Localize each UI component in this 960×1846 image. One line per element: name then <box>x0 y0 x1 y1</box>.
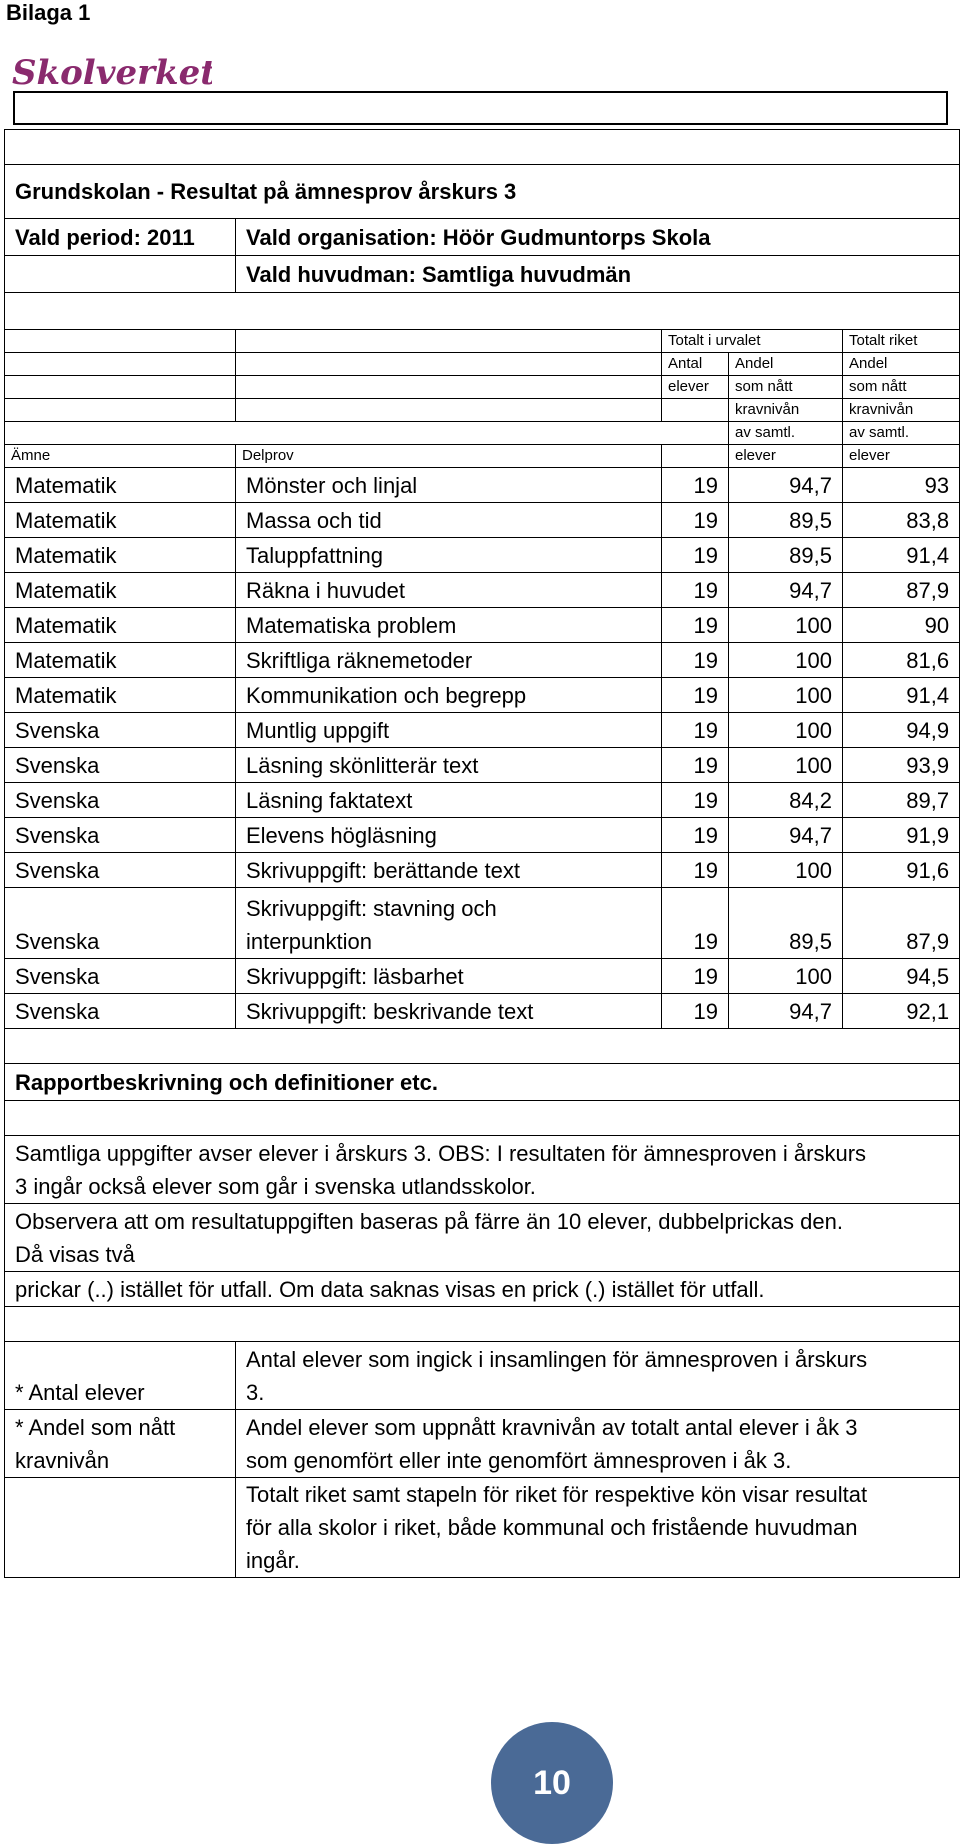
cell-andel: 94,7 <box>729 818 843 853</box>
cell-riket: 93,9 <box>843 748 960 783</box>
cell-andel: 100 <box>729 959 843 994</box>
header-av-samtl: av samtl. <box>729 422 843 445</box>
header-riket-som-natt: som nått <box>843 376 960 399</box>
header-riket-kravnivan: kravnivån <box>843 399 960 422</box>
cell-andel: 100 <box>729 713 843 748</box>
cell-delprov: Skriftliga räknemetoder <box>236 643 662 678</box>
table-row <box>5 783 960 818</box>
cell-antal: 19 <box>662 573 729 608</box>
table-row <box>5 888 960 959</box>
logo-wordmark <box>12 52 212 92</box>
cell-amne: Matematik <box>5 573 236 608</box>
table-row <box>5 959 960 994</box>
cell-amne: Svenska <box>5 994 236 1029</box>
cell-riket: 90 <box>843 608 960 643</box>
cell-antal: 19 <box>662 748 729 783</box>
cell-delprov: Skrivuppgift: läsbarhet <box>236 959 662 994</box>
cell-riket: 91,4 <box>843 538 960 573</box>
cell-delprov: Elevens högläsning <box>236 818 662 853</box>
empty-cell <box>5 256 236 293</box>
page-number-badge: 10 <box>491 1722 613 1844</box>
cell-delprov: Skrivuppgift: berättande text <box>236 853 662 888</box>
header-urval: Totalt i urvalet <box>662 330 843 353</box>
empty-cell <box>5 1478 236 1578</box>
cell-antal: 19 <box>662 643 729 678</box>
header-riket-andel: Andel <box>843 353 960 376</box>
cell-delprov: Massa och tid <box>236 503 662 538</box>
cell-amne: Matematik <box>5 503 236 538</box>
logo-frame <box>13 91 948 125</box>
cell-andel: 94,7 <box>729 573 843 608</box>
cell-riket: 94,5 <box>843 959 960 994</box>
cell-andel: 100 <box>729 853 843 888</box>
cell-antal: 19 <box>662 713 729 748</box>
table-row <box>5 853 960 888</box>
cell-antal: 19 <box>662 818 729 853</box>
huvudman-label: Vald huvudman: Samtliga huvudmän <box>236 256 960 293</box>
cell-riket: 91,4 <box>843 678 960 713</box>
table-row <box>5 643 960 678</box>
cell-riket: 87,9 <box>843 573 960 608</box>
table-row <box>5 713 960 748</box>
cell-andel: 100 <box>729 678 843 713</box>
cell-delprov: Skrivuppgift: beskrivande text <box>236 994 662 1029</box>
page-title: Grundskolan - Resultat på ämnesprov årskurs 3 <box>5 165 960 219</box>
cell-amne: Svenska <box>5 713 236 748</box>
cell-amne: Matematik <box>5 538 236 573</box>
header-antal-elever: elever <box>662 376 729 399</box>
table-row <box>5 468 960 503</box>
organisation-label: Vald organisation: Höör Gudmuntorps Skola <box>236 219 960 256</box>
cell-antal: 19 <box>662 503 729 538</box>
def-andel-term: * Andel som nått kravnivån <box>5 1410 236 1478</box>
cell-riket: 91,9 <box>843 818 960 853</box>
cell-antal: 19 <box>662 959 729 994</box>
cell-delprov <box>236 888 662 959</box>
cell-riket: 91,6 <box>843 853 960 888</box>
cell-antal: 19 <box>662 608 729 643</box>
cell-amne: Svenska <box>5 783 236 818</box>
period-label: Vald period: 2011 <box>5 219 236 256</box>
cell-andel: 84,2 <box>729 783 843 818</box>
cell-antal: 19 <box>662 888 729 959</box>
def-riket-text: Totalt riket samt stapeln för riket för respektive kön visar resultat för alla skolor i riket, både kommunal och fristående huvudman ingår. <box>236 1478 960 1578</box>
cell-andel: 100 <box>729 643 843 678</box>
spacer-row <box>5 1029 960 1064</box>
cell-delprov: Räkna i huvudet <box>236 573 662 608</box>
cell-amne: Matematik <box>5 643 236 678</box>
def-antal-term: * Antal elever <box>5 1342 236 1410</box>
cell-andel: 89,5 <box>729 538 843 573</box>
cell-andel: 94,7 <box>729 994 843 1029</box>
notes-paragraph-1: Samtliga uppgifter avser elever i årskurs 3. OBS: I resultaten för ämnesproven i årskurs 3 ingår också elever som går i svenska utlandsskolor. <box>5 1136 960 1204</box>
cell-delprov-line1: Skrivuppgift: stavning och <box>246 896 497 921</box>
table-row <box>5 748 960 783</box>
cell-riket: 94,9 <box>843 713 960 748</box>
header-riket: Totalt riket <box>843 330 960 353</box>
header-amne: Ämne <box>5 445 236 468</box>
cell-riket: 83,8 <box>843 503 960 538</box>
cell-delprov: Kommunikation och begrepp <box>236 678 662 713</box>
cell-riket: 93 <box>843 468 960 503</box>
header-andel: Andel <box>729 353 843 376</box>
header-som-natt: som nått <box>729 376 843 399</box>
cell-riket: 87,9 <box>843 888 960 959</box>
cell-amne: Svenska <box>5 748 236 783</box>
header-antal: Antal <box>662 353 729 376</box>
cell-andel: 94,7 <box>729 468 843 503</box>
cell-delprov: Taluppfattning <box>236 538 662 573</box>
cell-delprov: Matematiska problem <box>236 608 662 643</box>
notes-paragraph-3: prickar (..) istället för utfall. Om data saknas visas en prick (.) istället för utfall. <box>5 1272 960 1307</box>
cell-amne: Matematik <box>5 608 236 643</box>
spacer-row <box>5 293 960 330</box>
table-row <box>5 573 960 608</box>
cell-antal: 19 <box>662 853 729 888</box>
results-sheet <box>4 129 959 1578</box>
notes-heading: Rapportbeskrivning och definitioner etc. <box>5 1064 960 1101</box>
cell-delprov: Läsning skönlitterär text <box>236 748 662 783</box>
bilaga-label: Bilaga 1 <box>6 0 91 25</box>
cell-antal: 19 <box>662 783 729 818</box>
cell-amne: Matematik <box>5 468 236 503</box>
cell-riket: 92,1 <box>843 994 960 1029</box>
def-antal-text: Antal elever som ingick i insamlingen för ämnesproven i årskurs 3. <box>236 1342 960 1410</box>
cell-amne: Svenska <box>5 959 236 994</box>
cell-riket: 81,6 <box>843 643 960 678</box>
header-riket-elever: elever <box>843 445 960 468</box>
header-delprov: Delprov <box>236 445 662 468</box>
cell-amne: Svenska <box>5 853 236 888</box>
table-row <box>5 678 960 713</box>
table-row <box>5 608 960 643</box>
notes-paragraph-2: Observera att om resultatuppgiften baseras på färre än 10 elever, dubbelprickas den. Då visas två <box>5 1204 960 1272</box>
table-row <box>5 818 960 853</box>
header-riket-av-samtl: av samtl. <box>843 422 960 445</box>
table-row <box>5 538 960 573</box>
cell-delprov: Muntlig uppgift <box>236 713 662 748</box>
logo-text: Skolverket <box>12 53 212 92</box>
cell-antal: 19 <box>662 468 729 503</box>
spacer-row <box>5 1307 960 1342</box>
cell-amne: Svenska <box>5 818 236 853</box>
cell-antal: 19 <box>662 678 729 713</box>
cell-antal: 19 <box>662 538 729 573</box>
cell-andel: 89,5 <box>729 503 843 538</box>
cell-delprov: Mönster och linjal <box>236 468 662 503</box>
cell-andel: 100 <box>729 608 843 643</box>
table-row <box>5 503 960 538</box>
header-elever: elever <box>729 445 843 468</box>
results-table <box>4 129 960 1578</box>
cell-riket: 89,7 <box>843 783 960 818</box>
spacer-row <box>5 130 960 165</box>
table-row <box>5 994 960 1029</box>
header-kravnivan: kravnivån <box>729 399 843 422</box>
cell-andel: 89,5 <box>729 888 843 959</box>
spacer-row <box>5 1101 960 1136</box>
cell-amne: Svenska <box>5 888 236 959</box>
cell-antal: 19 <box>662 994 729 1029</box>
cell-delprov: Läsning faktatext <box>236 783 662 818</box>
cell-amne: Matematik <box>5 678 236 713</box>
cell-delprov-line2: interpunktion <box>246 929 372 954</box>
cell-andel: 100 <box>729 748 843 783</box>
def-andel-text: Andel elever som uppnått kravnivån av totalt antal elever i åk 3 som genomfört eller inte genomfört ämnesproven i åk 3. <box>236 1410 960 1478</box>
